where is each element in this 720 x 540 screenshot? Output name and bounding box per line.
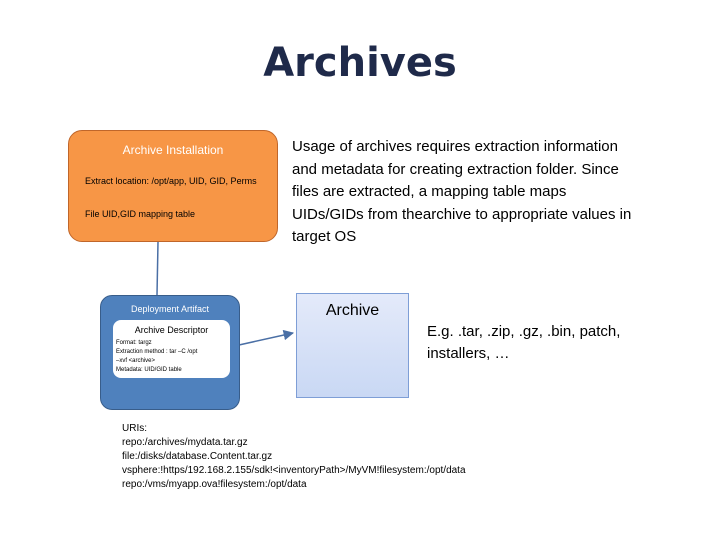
usage-description: Usage of archives requires extraction information and metadata for creating extraction folder. Since files are extracted, a mapping table maps UIDs/GIDs from thearchive to appropriate values in target OS <box>292 138 632 245</box>
uri-heading: URIs: <box>122 423 147 434</box>
uri-list <box>122 422 542 492</box>
archive-installation-box <box>68 130 278 242</box>
archive-examples: E.g. .tar, .zip, .gz, .bin, patch, installers, … <box>427 323 621 362</box>
descriptor-line: Format: targz <box>116 340 152 346</box>
archive-descriptor-title: Archive Descriptor <box>134 325 209 335</box>
archive-descriptor-details <box>116 339 228 375</box>
install-to-artifact-connector <box>157 242 158 295</box>
descriptor-line: –xvf <archive> <box>116 358 156 364</box>
archive-descriptor-box <box>113 320 230 378</box>
slide-title: Archives <box>263 40 457 86</box>
archive-box <box>296 293 409 398</box>
extract-location-text: Extract location: /opt/app, UID, GID, Perms <box>85 176 257 186</box>
uri-item: file:/disks/database.Content.tar.gz <box>122 451 273 462</box>
uri-item: repo:/vms/myapp.ova!filesystem:/opt/data <box>122 479 307 490</box>
archive-installation-title: Archive Installation <box>122 143 224 157</box>
mapping-table-text: File UID,GID mapping table <box>85 209 196 219</box>
descriptor-line: Metadata: UID/GID table <box>116 367 182 373</box>
descriptor-line: Extraction method : tar –C /opt <box>116 349 198 355</box>
uri-item: vsphere:!https/192.168.2.155/sdk!<inventoryPath>/MyVM!filesystem:/opt/data <box>122 465 466 476</box>
deployment-artifact-title: Deployment Artifact <box>130 304 210 314</box>
uri-item: repo:/archives/mydata.tar.gz <box>122 437 248 448</box>
archive-label: Archive <box>325 302 380 319</box>
